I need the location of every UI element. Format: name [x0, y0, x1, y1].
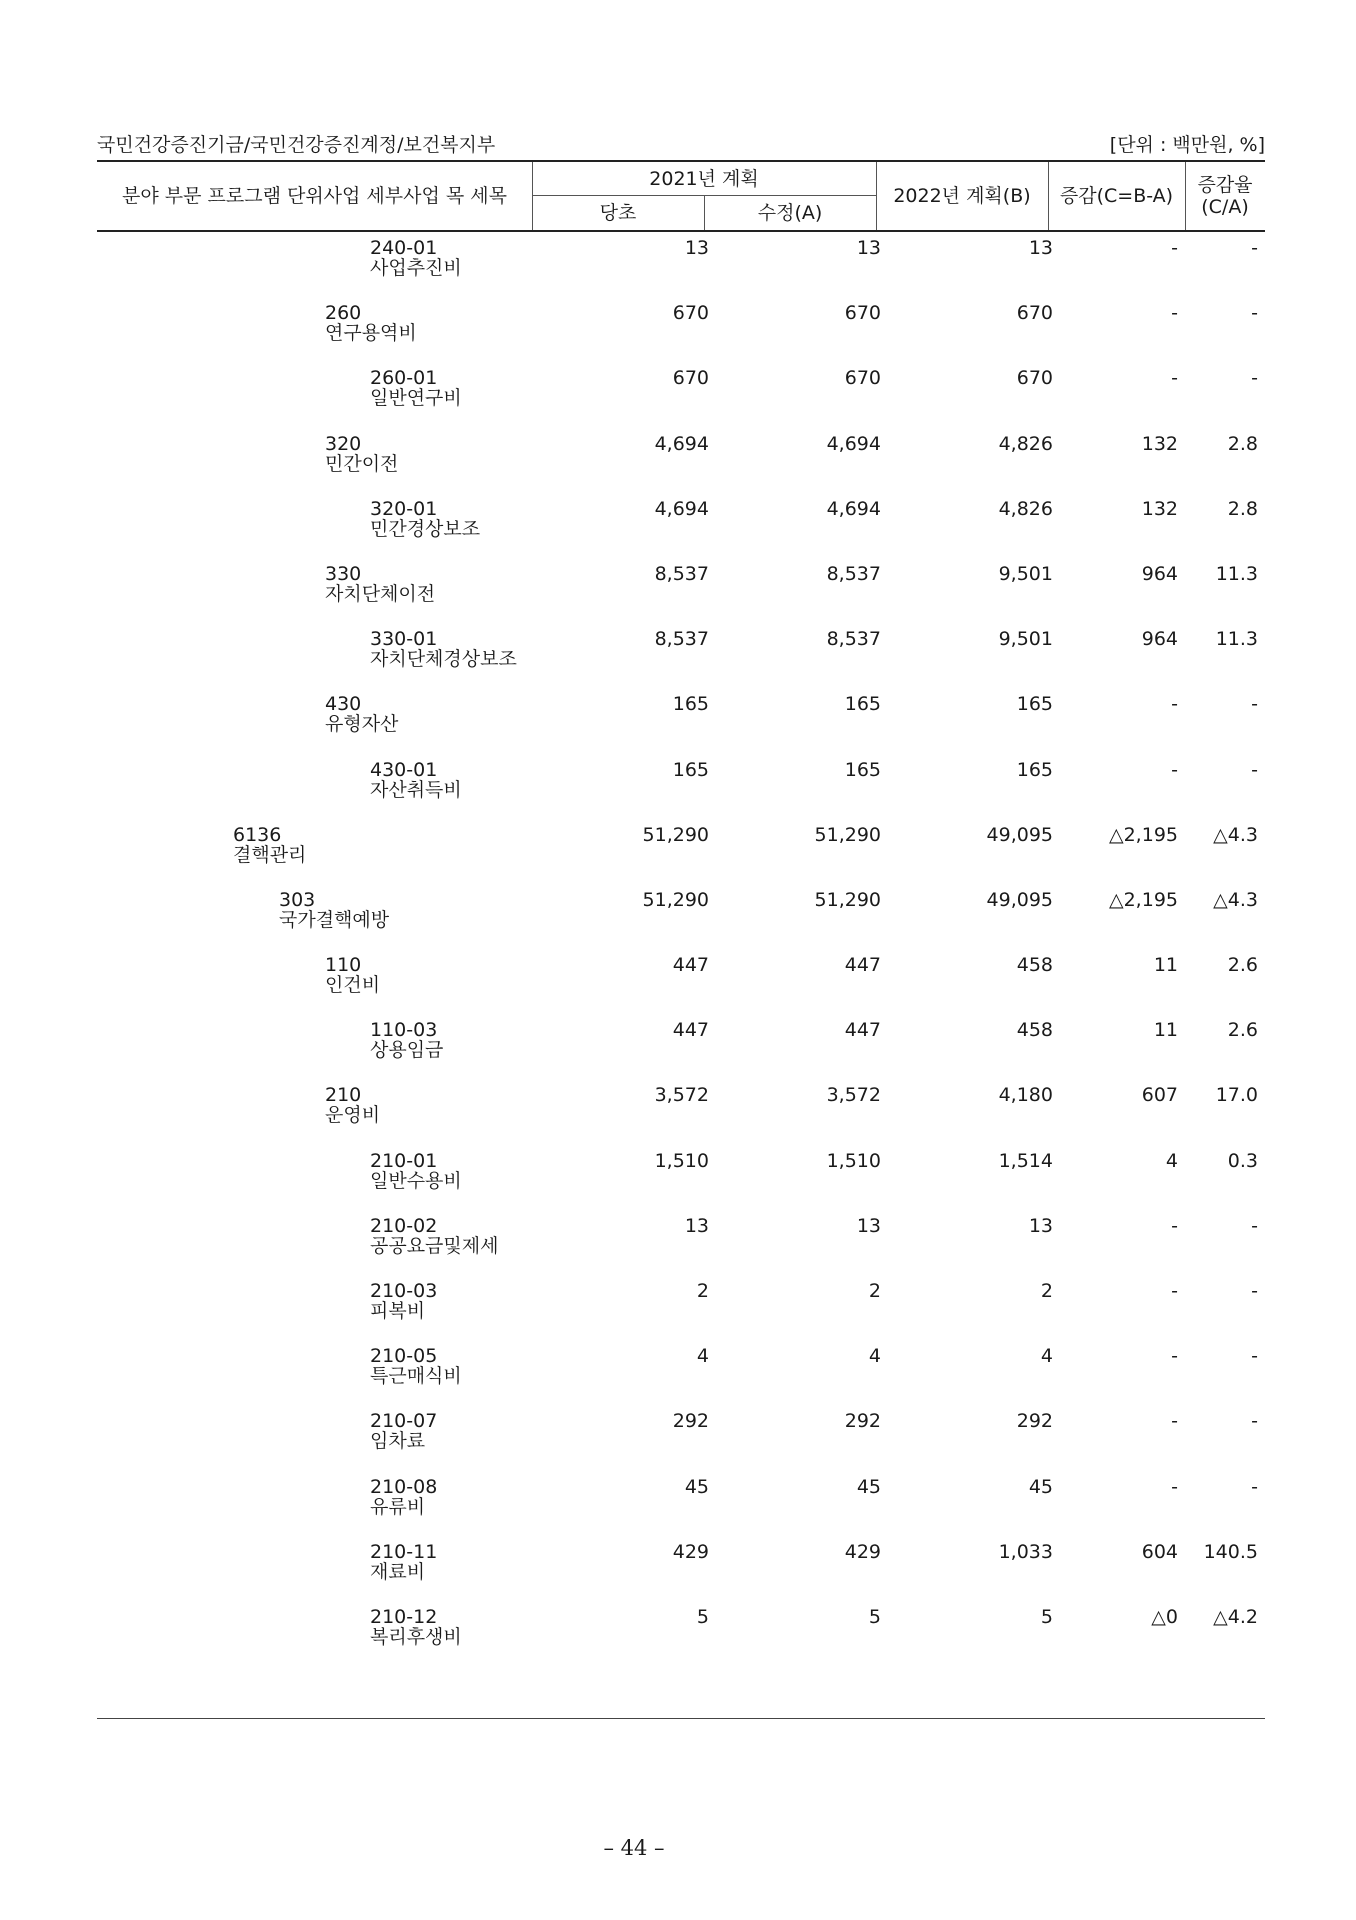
row-code: 210-01	[370, 1149, 438, 1172]
cell-change: △2,195	[1108, 823, 1178, 846]
cell-original: 5	[696, 1605, 709, 1628]
cell-2022-plan: 9,501	[998, 562, 1053, 585]
cell-2022-plan: 13	[1028, 1214, 1053, 1237]
cell-2022-plan: 4,826	[998, 432, 1053, 455]
row-label	[370, 1477, 437, 1517]
cell-rate: -	[1251, 693, 1258, 716]
row-name: 민간이전	[325, 452, 399, 475]
table-row	[97, 750, 1265, 815]
bottom-rule	[97, 1718, 1265, 1719]
table-header	[97, 160, 1265, 232]
cell-change: -	[1171, 1410, 1178, 1433]
cell-change: -	[1171, 1475, 1178, 1498]
cell-original: 670	[672, 302, 709, 325]
table-row	[97, 424, 1265, 489]
header-rate-line1: 증감율	[1197, 174, 1253, 196]
row-name: 민간경상보조	[370, 517, 481, 540]
cell-revised: 165	[844, 758, 881, 781]
row-name: 피복비	[370, 1300, 426, 1322]
cell-revised: 165	[844, 693, 881, 716]
cell-original: 3,572	[654, 1084, 709, 1107]
cell-2022-plan: 9,501	[998, 628, 1053, 651]
cell-original: 4	[696, 1345, 709, 1368]
cell-change: 132	[1141, 497, 1178, 520]
cell-revised: 8,537	[826, 628, 881, 651]
cell-original: 4,694	[654, 432, 709, 455]
row-code: 6136	[233, 823, 282, 846]
cell-2022-plan: 45	[1028, 1475, 1053, 1498]
cell-rate: -	[1251, 367, 1258, 390]
cell-rate: 2.8	[1227, 497, 1258, 520]
cell-rate: -	[1251, 1280, 1258, 1302]
cell-2022-plan: 458	[1016, 1019, 1053, 1042]
cell-rate: -	[1251, 1345, 1258, 1368]
cell-rate: 0.3	[1227, 1149, 1258, 1172]
table-row	[97, 554, 1265, 619]
row-name: 공공요금및제세	[370, 1234, 499, 1257]
table-row	[97, 1010, 1265, 1075]
row-name: 재료비	[370, 1560, 426, 1583]
row-name: 일반수용비	[370, 1169, 462, 1192]
row-name: 상용임금	[370, 1039, 444, 1062]
cell-change: △0	[1151, 1605, 1178, 1628]
cell-revised: 2	[868, 1280, 881, 1302]
table-row	[97, 1336, 1265, 1401]
cell-change: -	[1171, 367, 1178, 390]
cell-rate: 17.0	[1215, 1084, 1258, 1107]
row-code: 110	[325, 954, 362, 977]
table-row	[97, 1206, 1265, 1271]
row-name: 결핵관리	[233, 843, 307, 866]
row-name: 국가결핵예방	[279, 908, 390, 931]
cell-rate: 2.8	[1227, 432, 1258, 455]
header-original: 당초	[599, 202, 637, 224]
cell-original: 165	[672, 693, 709, 716]
row-label	[370, 499, 480, 539]
cell-original: 4,694	[654, 497, 709, 520]
row-name: 유류비	[370, 1495, 426, 1518]
cell-change: 604	[1141, 1540, 1178, 1563]
row-label	[325, 303, 417, 343]
table-row	[97, 1532, 1265, 1597]
cell-rate: 2.6	[1227, 954, 1258, 977]
row-name: 유형자산	[325, 713, 399, 736]
table-row	[97, 945, 1265, 1010]
row-code: 260	[325, 302, 362, 325]
cell-rate: △4.2	[1213, 1605, 1258, 1628]
cell-2022-plan: 4	[1040, 1345, 1053, 1368]
row-code: 210-07	[370, 1410, 438, 1433]
row-code: 330	[325, 562, 362, 585]
row-label	[370, 1607, 462, 1647]
cell-original: 13	[684, 1214, 709, 1237]
row-name: 일반연구비	[370, 387, 462, 410]
cell-revised: 4	[868, 1345, 881, 1368]
cell-revised: 447	[844, 954, 881, 977]
cell-change: 964	[1141, 562, 1178, 585]
cell-original: 2	[696, 1280, 709, 1302]
cell-2022-plan: 458	[1016, 954, 1053, 977]
cell-change: -	[1171, 1214, 1178, 1237]
row-code: 210-08	[370, 1475, 438, 1498]
cell-2022-plan: 165	[1016, 758, 1053, 781]
cell-revised: 8,537	[826, 562, 881, 585]
cell-change: 11	[1153, 1019, 1178, 1042]
row-code: 330-01	[370, 628, 438, 651]
cell-revised: 3,572	[826, 1084, 881, 1107]
cell-revised: 292	[844, 1410, 881, 1433]
table-row	[97, 358, 1265, 423]
row-label	[325, 694, 398, 734]
row-label	[370, 1411, 437, 1451]
row-label	[325, 955, 380, 995]
row-label	[325, 564, 435, 604]
cell-revised: 429	[844, 1540, 881, 1563]
cell-change: 4	[1165, 1149, 1178, 1172]
cell-revised: 5	[868, 1605, 881, 1628]
cell-revised: 4,694	[826, 432, 881, 455]
row-name: 자치단체경상보조	[370, 648, 517, 671]
cell-rate: -	[1251, 758, 1258, 781]
table-row	[97, 619, 1265, 684]
cell-rate: △4.3	[1213, 888, 1258, 911]
cell-change: -	[1171, 693, 1178, 716]
header-rate	[1185, 162, 1265, 230]
row-name: 자산취득비	[370, 778, 462, 801]
cell-original: 429	[672, 1540, 709, 1563]
header-2022-plan: 2022년 계획(B)	[893, 185, 1031, 207]
row-label	[279, 890, 389, 930]
row-label	[370, 1216, 498, 1256]
row-code: 320-01	[370, 497, 438, 520]
cell-rate: 2.6	[1227, 1019, 1258, 1042]
unit-label: [단위 : 백만원, %]	[1109, 134, 1265, 156]
cell-2022-plan: 5	[1040, 1605, 1053, 1628]
table-row	[97, 1597, 1265, 1662]
row-label	[370, 760, 462, 800]
cell-change: △2,195	[1108, 888, 1178, 911]
cell-rate: 11.3	[1215, 628, 1258, 651]
row-name: 운영비	[325, 1104, 381, 1127]
table-row	[97, 815, 1265, 880]
table-row	[97, 1141, 1265, 1206]
cell-2022-plan: 4,180	[998, 1084, 1053, 1107]
table-row	[97, 489, 1265, 554]
row-code: 110-03	[370, 1019, 438, 1042]
row-code: 320	[325, 432, 362, 455]
cell-original: 1,510	[654, 1149, 709, 1172]
row-code: 210-02	[370, 1214, 438, 1237]
table-row	[97, 880, 1265, 945]
row-name: 복리후생비	[370, 1625, 462, 1648]
cell-2022-plan: 4,826	[998, 497, 1053, 520]
cell-2022-plan: 1,033	[998, 1540, 1053, 1563]
row-label	[370, 1281, 437, 1321]
cell-original: 51,290	[642, 823, 709, 846]
row-label	[233, 825, 306, 865]
cell-2022-plan: 165	[1016, 693, 1053, 716]
row-label	[370, 238, 462, 278]
cell-original: 447	[672, 954, 709, 977]
row-label	[370, 368, 462, 408]
cell-revised: 670	[844, 367, 881, 390]
row-label	[370, 1346, 462, 1386]
cell-2022-plan: 49,095	[986, 823, 1053, 846]
cell-revised: 13	[856, 237, 881, 259]
cell-revised: 13	[856, 1214, 881, 1237]
cell-rate: -	[1251, 237, 1258, 259]
header-change: 증감(C=B-A)	[1059, 185, 1174, 207]
row-code: 210-11	[370, 1540, 438, 1563]
cell-original: 165	[672, 758, 709, 781]
cell-change: 132	[1141, 432, 1178, 455]
row-code: 210-12	[370, 1605, 438, 1628]
cell-change: -	[1171, 1280, 1178, 1302]
table-row	[97, 1075, 1265, 1140]
table-row	[97, 293, 1265, 358]
cell-rate: -	[1251, 1410, 1258, 1433]
row-code: 210-05	[370, 1345, 438, 1368]
row-code: 303	[279, 888, 316, 911]
row-name: 임차료	[370, 1430, 426, 1453]
cell-change: 964	[1141, 628, 1178, 651]
cell-change: -	[1171, 302, 1178, 325]
row-name: 인건비	[325, 974, 381, 997]
cell-rate: △4.3	[1213, 823, 1258, 846]
row-label	[370, 1020, 443, 1060]
cell-change: -	[1171, 1345, 1178, 1368]
cell-change: -	[1171, 758, 1178, 781]
cell-original: 51,290	[642, 888, 709, 911]
header-category: 분야 부문 프로그램 단위사업 세부사업 목 세목	[122, 185, 507, 207]
cell-rate: -	[1251, 1475, 1258, 1498]
row-label	[370, 629, 517, 669]
row-code: 430-01	[370, 758, 438, 781]
cell-2022-plan: 292	[1016, 1410, 1053, 1433]
table-row	[97, 1401, 1265, 1466]
row-code: 260-01	[370, 367, 438, 390]
cell-change: 11	[1153, 954, 1178, 977]
table-row	[97, 1271, 1265, 1336]
page-number: – 44 –	[603, 1836, 665, 1860]
cell-revised: 51,290	[814, 823, 881, 846]
table-caption	[97, 130, 1265, 157]
row-name: 특근매식비	[370, 1365, 462, 1388]
row-name: 연구용역비	[325, 322, 417, 345]
cell-change: -	[1171, 237, 1178, 259]
cell-revised: 4,694	[826, 497, 881, 520]
header-rate-line2: (C/A)	[1201, 196, 1249, 218]
cell-original: 292	[672, 1410, 709, 1433]
row-label	[325, 1085, 380, 1125]
cell-original: 447	[672, 1019, 709, 1042]
cell-2022-plan: 2	[1040, 1280, 1053, 1302]
cell-revised: 670	[844, 302, 881, 325]
row-code: 210-03	[370, 1280, 438, 1302]
cell-2022-plan: 1,514	[998, 1149, 1053, 1172]
table-body	[97, 228, 1265, 1662]
cell-2022-plan: 670	[1016, 302, 1053, 325]
cell-rate: -	[1251, 302, 1258, 325]
cell-original: 8,537	[654, 628, 709, 651]
row-label	[370, 1542, 437, 1582]
cell-revised: 51,290	[814, 888, 881, 911]
cell-rate: 11.3	[1215, 562, 1258, 585]
cell-original: 45	[684, 1475, 709, 1498]
row-label	[370, 1151, 462, 1191]
cell-rate: 140.5	[1203, 1540, 1258, 1563]
cell-change: 607	[1141, 1084, 1178, 1107]
table-row	[97, 684, 1265, 749]
table-row	[97, 228, 1265, 293]
account-title: 국민건강증진기금/국민건강증진계정/보건복지부	[97, 134, 496, 156]
cell-original: 13	[684, 237, 709, 259]
table-row	[97, 1467, 1265, 1532]
row-code: 240-01	[370, 237, 438, 259]
header-2021-plan: 2021년 계획	[649, 167, 759, 190]
cell-original: 670	[672, 367, 709, 390]
row-name: 사업추진비	[370, 257, 462, 279]
cell-2022-plan: 49,095	[986, 888, 1053, 911]
cell-2022-plan: 670	[1016, 367, 1053, 390]
cell-rate: -	[1251, 1214, 1258, 1237]
row-name: 자치단체이전	[325, 582, 436, 605]
cell-revised: 45	[856, 1475, 881, 1498]
cell-original: 8,537	[654, 562, 709, 585]
cell-2022-plan: 13	[1028, 237, 1053, 259]
row-label	[325, 434, 398, 474]
cell-revised: 447	[844, 1019, 881, 1042]
row-code: 210	[325, 1084, 362, 1107]
row-code: 430	[325, 693, 362, 716]
header-revised: 수정(A)	[757, 202, 823, 224]
cell-revised: 1,510	[826, 1149, 881, 1172]
